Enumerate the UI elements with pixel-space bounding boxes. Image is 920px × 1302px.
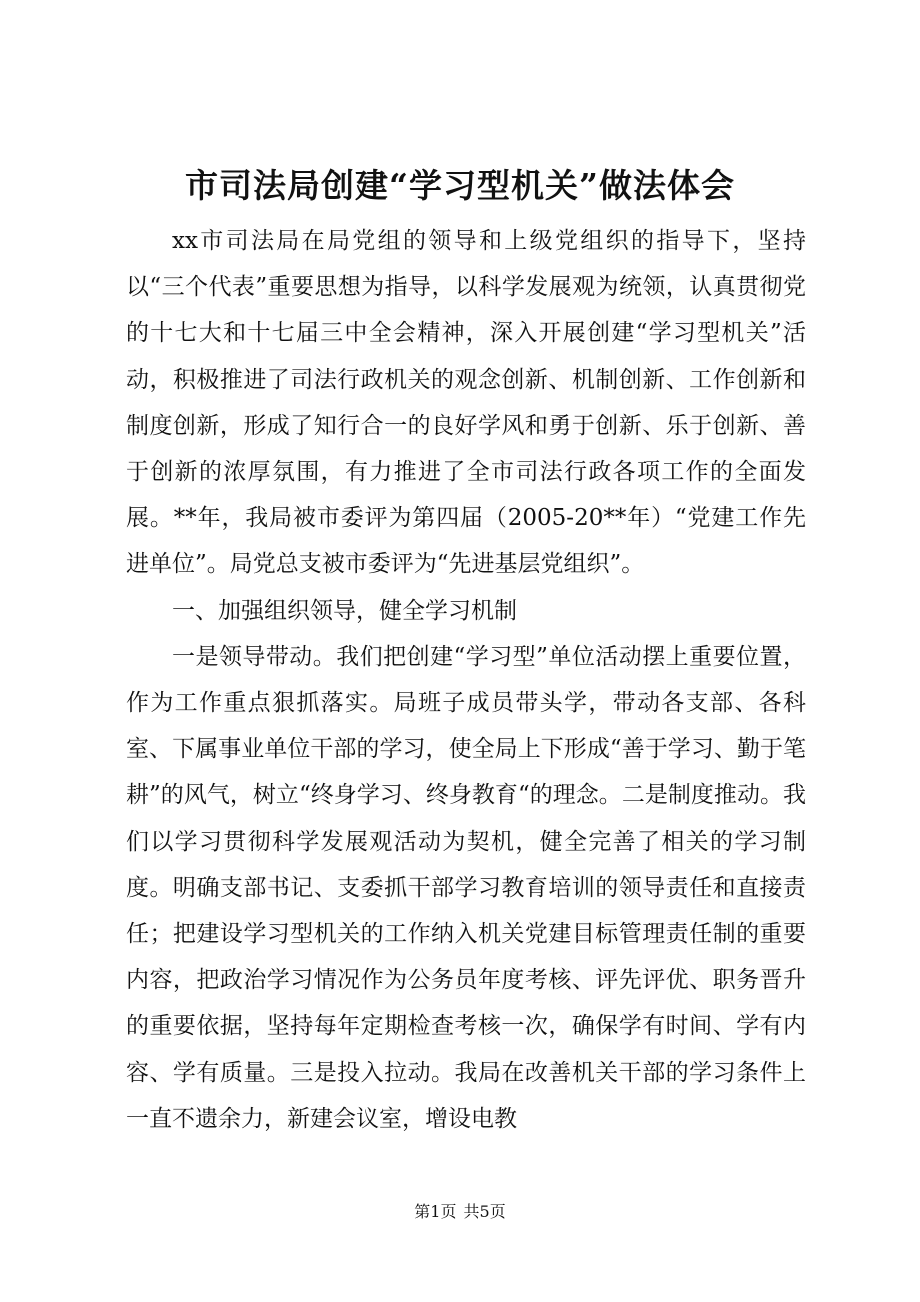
page-number: 第1页	[414, 1202, 457, 1221]
document-body	[126, 218, 806, 1142]
paragraph-intro: xx市司法局在局党组的领导和上级党组织的指导下，坚持以“三个代表”重要思想为指导，以科学发展观为统领，认真贯彻党的十七大和十七届三中全会精神，深入开展创建“学习型机关”活动，积极推进了司法行政机关的观念创新、机制创新、工作创新和制度创新，形成了知行合一的良好学风和勇于创新、乐于创新、善于创新的浓厚氛围，有力推进了全市司法行政各项工作的全面发展。**年，我局被市委评为第四届（2005-20**年）“党建工作先进单位”。局党总支被市委评为“先进基层党组织”。	[126, 228, 806, 578]
page-footer	[0, 1200, 920, 1224]
paragraph-section-one: 一是领导带动。我们把创建“学习型”单位活动摆上重要位置，作为工作重点狠抓落实。局班子成员带头学，带动各支部、各科室、下属事业单位干部的学习，使全局上下形成“善于学习、勤于笔耕”的风气，树立“终身学习、终身教育“的理念。二是制度推动。我们以学习贯彻科学发展观活动为契机，健全完善了相关的学习制度。明确支部书记、支委抓干部学习教育培训的领导责任和直接责任；把建设学习型机关的工作纳入机关党建目标管理责任制的重要内容，把政治学习情况作为公务员年度考核、评先评优、职务晋升的重要依据，坚持每年定期检查考核一次，确保学有时间、学有内容、学有质量。三是投入拉动。我局在改善机关干部的学习条件上一直不遗余力，新建会议室，增设电教	[126, 643, 806, 1132]
document-title: 市司法局创建“学习型机关”做法体会	[185, 166, 735, 205]
page-total: 共5页	[463, 1202, 506, 1221]
section-heading: 一、加强组织领导，健全学习机制	[172, 597, 517, 624]
